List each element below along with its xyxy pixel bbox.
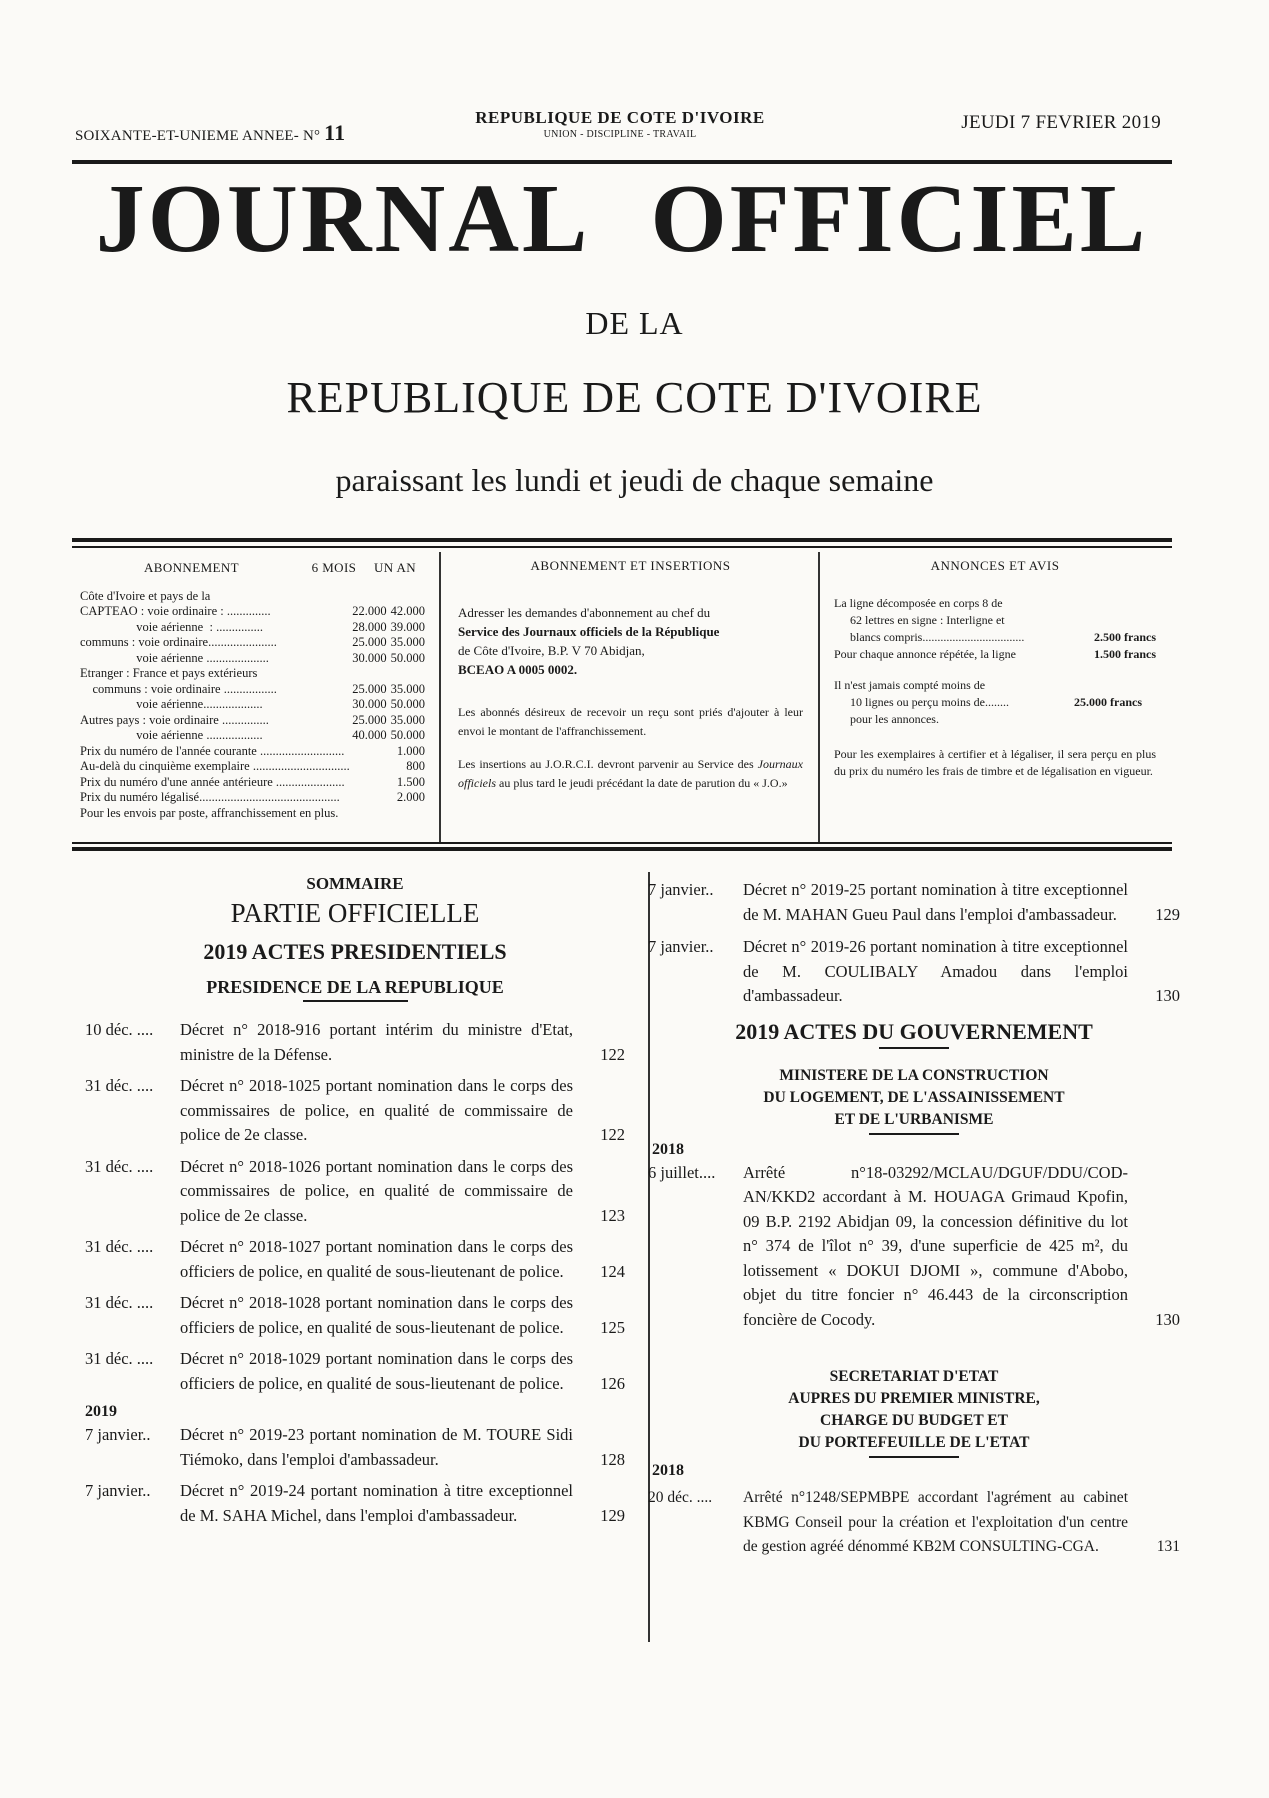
actes-gouvernement-label: 2019 ACTES DU GOUVERNEMENT (735, 1018, 1093, 1044)
annonces-legalisation: Pour les exemplaires à certifier et à légaliser, il sera perçu en plus du prix du numéro les frais de timbre et de légalisation en vigueur. (834, 746, 1156, 778)
tarif-row (80, 666, 425, 682)
entry-text: Décret n° 2019-24 portant nomination à titre exceptionnel de M. SAHA Michel, dans l'emploi d'ambassadeur. (180, 1481, 573, 1525)
tarif-label: Prix du numéro de l'année courante ........................... (80, 743, 345, 758)
tarif-row (80, 775, 425, 791)
entry-text: Décret n° 2019-26 portant nomination à titre exceptionnel de M. COULIBALY Amadou dans l'emploi d'ambassadeur. (743, 937, 1128, 1005)
tarif-6mois: 25.000 (352, 712, 387, 727)
entry-page: 130 (1155, 986, 1180, 1005)
entry-budget (648, 1486, 1180, 1560)
deadline-italic: Journaux officiels (458, 756, 803, 790)
ministere-line: MINISTERE DE LA CONSTRUCTION (779, 1066, 1049, 1084)
issue-date: JEUDI 7 FEVRIER 2019 (961, 112, 1161, 133)
masthead-country: REPUBLIQUE DE COTE D'IVOIRE (286, 373, 983, 422)
entry-page: 130 (1155, 1309, 1180, 1329)
tarif-row (80, 728, 425, 744)
insertions-column (458, 552, 803, 840)
secretariat-rule (869, 1456, 959, 1458)
insertions-deadline (458, 755, 803, 793)
tarif-label: Etranger : France et pays extérieurs (80, 666, 258, 681)
year-2018-b: 2018 (652, 1462, 684, 1479)
edition-prefix: SOIXANTE-ET-UNIEME ANNEE- N° (75, 128, 321, 144)
tarif-row (80, 682, 425, 698)
annonces-price: 2.500 francs (1094, 629, 1156, 644)
sommaire-entry (85, 1155, 625, 1229)
tarif-6mois (350, 744, 387, 760)
tarif-label: communs : voie ordinaire ................. (80, 681, 277, 696)
entry-text: Arrêté n°18-03292/MCLAU/DGUF/DDU/COD-AN/KKD2 accordant à M. HOUAGA Grimaud Kpofin, 09 B.P. 2192 Abidjan 09, la concession définitive du lot n° 374 de l'îlot n° 39, d'une superficie de 425 m², du lotissement « DOKUI DJOMI », commune d'Abobo, objet du titre foncier n° 46.443 de la circonscription foncière de Cocody. (743, 1162, 1128, 1329)
entry-page: 122 (600, 1044, 625, 1064)
tarif-un-an: 1.000 (396, 743, 425, 758)
actes-gouvernement (648, 1019, 1180, 1045)
sommaire-entry (85, 1423, 625, 1472)
tarif-6mois: 40.000 (352, 728, 387, 743)
insertions-receipt: Les abonnés désireux de recevoir un reçu sont priés d'ajouter à leur envoi le montant de l'affranchissement. (458, 704, 803, 738)
tarif-6mois (350, 775, 387, 791)
edition-line (75, 120, 345, 146)
annonces-line: La ligne décomposée en corps 8 de (834, 595, 1003, 610)
masthead-title: JOURNAL OFFICIEL (95, 165, 1149, 273)
box-divider-1 (439, 552, 441, 842)
annonces-minimum (834, 677, 1156, 728)
sommaire-entry (85, 1018, 625, 1067)
tarif-label: Côte d'Ivoire et pays de la (80, 588, 211, 603)
col-un-an: UN AN (373, 560, 417, 575)
entry-date: 31 déc. .... (85, 1076, 154, 1095)
sommaire-entry (85, 1074, 625, 1148)
annonces-line: 10 lignes ou perçu moins de........ (850, 694, 1009, 709)
entry-page: 122 (600, 1125, 625, 1144)
box-divider-2 (818, 552, 820, 842)
tarif-un-an: 2.000 (396, 790, 425, 805)
tarif-label: Prix du numéro d'une année antérieure ...................... (80, 774, 345, 789)
entry-text: Décret n° 2019-25 portant nomination à titre exceptionnel de M. MAHAN Gueu Paul dans l'emploi d'ambassadeur. (743, 880, 1128, 924)
secretariat-line: SECRETARIAT D'ETAT (829, 1368, 999, 1385)
sommaire-head: SOMMAIRE (306, 874, 404, 893)
annonces-column (834, 552, 1156, 840)
presidence-rule (303, 1000, 408, 1002)
entry-text: Décret n° 2018-916 portant intérim du ministre d'Etat, ministre de la Défense. (180, 1020, 573, 1064)
box-top-rule-thin (72, 546, 1172, 548)
entry-date: 31 déc. .... (85, 1237, 154, 1256)
box-top-rule (72, 538, 1172, 542)
annonces-price: 25.000 francs (1074, 694, 1142, 709)
motto: UNION - DISCIPLINE - TRAVAIL (543, 129, 697, 140)
tarif-table (80, 589, 425, 822)
left-entries (85, 1018, 625, 1396)
entry-date: 7 janvier.. (85, 1481, 151, 1500)
secretariat-head (648, 1366, 1180, 1454)
tarif-un-an: 42.000 (390, 604, 425, 619)
annonces-line: blancs compris.................................. (850, 629, 1025, 644)
sommaire-left-column (85, 874, 625, 1535)
tarif-6mois: 30.000 (352, 697, 387, 712)
entry-page: 124 (600, 1261, 625, 1281)
tarif-label: Au-delà du cinquième exemplaire ............................... (80, 759, 350, 774)
tarif-6mois: 25.000 (352, 635, 387, 650)
tarif-row (80, 651, 425, 667)
sommaire-entry (85, 1347, 625, 1396)
masthead-de-la: DE LA (585, 305, 684, 341)
abonnement-head: ABONNEMENT (144, 560, 239, 575)
insertions-address (458, 603, 803, 679)
tarif-row (80, 806, 425, 822)
entry-page: 128 (600, 1449, 625, 1469)
header-rule (72, 160, 1172, 164)
tarif-6mois: 28.000 (352, 619, 387, 634)
actes-presidentiels: 2019 ACTES PRESIDENTIELS (203, 939, 507, 964)
secretariat-line: CHARGE DU BUDGET ET (820, 1412, 1008, 1429)
tarif-un-an: 35.000 (390, 712, 425, 727)
ministere-line: ET DE L'URBANISME (834, 1110, 994, 1128)
annonces-line: pour les annonces. (850, 711, 939, 726)
tarif-6mois: 25.000 (352, 681, 387, 696)
tarif-un-an: 35.000 (390, 681, 425, 696)
edition-number: 11 (324, 120, 346, 145)
tarif-label: Prix du numéro légalisé............................................. (80, 790, 340, 805)
year-2018-a: 2018 (652, 1140, 684, 1158)
secretariat-line: DU PORTEFEUILLE DE L'ETAT (798, 1434, 1030, 1451)
entry-construction (648, 1161, 1180, 1333)
tarif-row (80, 759, 425, 775)
tarif-label: voie aérienne .................... (80, 650, 269, 665)
entry-date: 7 janvier.. (648, 880, 714, 899)
tarif-un-an: 50.000 (390, 728, 425, 743)
tarif-label: voie aérienne .................. (80, 728, 263, 743)
tarif-label: communs : voie ordinaire...................... (80, 635, 277, 650)
annonces-line: Il n'est jamais compté moins de (834, 677, 986, 692)
entry-page: 129 (600, 1505, 625, 1525)
tarif-un-an: 800 (406, 759, 425, 774)
tarif-label: CAPTEAO : voie ordinaire : .............. (80, 604, 271, 619)
entry-page: 126 (600, 1373, 625, 1393)
tarif-row (80, 635, 425, 651)
entry-text: Décret n° 2018-1025 portant nomination dans le corps des commissaires de police, en qualité de commissaire de police de 2e classe. (180, 1076, 573, 1144)
left-entries-2019 (85, 1423, 625, 1528)
sommaire-entry (85, 1479, 625, 1528)
tarif-row (80, 744, 425, 760)
abonnement-column (80, 552, 425, 840)
col-6mois: 6 MOIS (311, 560, 357, 575)
partie-officielle: PARTIE OFFICIELLE (230, 898, 480, 928)
entry-date: 31 déc. .... (85, 1156, 154, 1176)
tarif-un-an: 39.000 (390, 619, 425, 634)
annonces-line: 62 lettres en signe : Interligne et (850, 612, 1005, 627)
entry-text: Décret n° 2018-1027 portant nomination dans le corps des officiers de police, en qualité de sous-lieutenant de police. (180, 1237, 573, 1281)
entry-text: Décret n° 2018-1029 portant nomination dans le corps des officiers de police, en qualité de sous-lieutenant de police. (180, 1349, 573, 1393)
tarif-label: voie aérienne : ............... (80, 619, 263, 634)
tarif-row (80, 589, 425, 605)
tarif-un-an: 1.500 (396, 774, 425, 789)
sommaire-right-column (648, 878, 1180, 1560)
deadline-part: Les insertions au J.O.R.C.I. devront parvenir au Service des (458, 756, 754, 771)
entry-text: Arrêté n°1248/SEPMBPE accordant l'agrément au cabinet KBMG Conseil pour la création et l'exploitation d'un centre de gestion agréé dénommé KB2M CONSULTING-CGA. (743, 1489, 1128, 1555)
ministere-rule (869, 1133, 959, 1135)
tarif-un-an: 50.000 (390, 697, 425, 712)
right-entries (648, 878, 1180, 1009)
tarif-label: Autres pays : voie ordinaire ............... (80, 712, 269, 727)
annonces-rates (834, 595, 1156, 663)
box-bottom-rule (72, 847, 1172, 851)
entry-page: 123 (600, 1205, 625, 1225)
tarif-row (80, 790, 425, 806)
entry-page: 125 (600, 1317, 625, 1337)
republic-name: REPUBLIQUE DE COTE D'IVOIRE (475, 108, 765, 127)
insertions-line: BCEAO A 0005 0002. (458, 661, 578, 677)
entry-date: 6 juillet.... (648, 1162, 716, 1182)
ministere-construction (648, 1065, 1180, 1131)
tarif-label: voie aérienne................... (80, 697, 263, 712)
annonces-price: 1.500 francs (1094, 646, 1156, 661)
tarif-label: Pour les envois par poste, affranchissement en plus. (80, 805, 339, 820)
tarif-row (80, 697, 425, 713)
entry-page: 131 (1156, 1538, 1180, 1555)
sommaire-entry (85, 1235, 625, 1284)
year-2019: 2019 (85, 1403, 117, 1420)
tarif-un-an: 35.000 (390, 635, 425, 650)
masthead-frequency: paraissant les lundi et jeudi de chaque semaine (335, 462, 934, 498)
insertions-head: ABONNEMENT ET INSERTIONS (530, 558, 731, 573)
entry-text: Décret n° 2018-1026 portant nomination dans le corps des commissaires de police, en qualité de commissaire de police de 2e classe. (180, 1156, 573, 1225)
entry-date: 31 déc. .... (85, 1293, 154, 1312)
tarif-6mois: 30.000 (352, 650, 387, 665)
republic-header (440, 108, 800, 140)
tarif-6mois (350, 759, 387, 775)
entry-text: Décret n° 2019-23 portant nomination de M. TOURE Sidi Tiémoko, dans l'emploi d'ambassadeur. (180, 1425, 573, 1469)
box-bottom-rule-thin (72, 842, 1172, 844)
annonces-line: Pour chaque annonce répétée, la ligne (834, 646, 1016, 661)
tarif-un-an: 50.000 (390, 650, 425, 665)
entry-date: 7 janvier.. (648, 937, 714, 956)
tarif-6mois (350, 790, 387, 806)
entry-date: 7 janvier.. (85, 1425, 151, 1444)
entry-date: 10 déc. .... (85, 1020, 154, 1039)
entry-date: 31 déc. .... (85, 1349, 154, 1368)
deadline-part: au plus tard le jeudi précédant la date de parution du « J.O.» (499, 775, 788, 790)
gouv-rule (879, 1047, 949, 1049)
insertions-line: Service des Journaux officiels de la République (458, 623, 720, 639)
sommaire-entry (648, 878, 1180, 927)
tarif-row (80, 713, 425, 729)
entry-text: Décret n° 2018-1028 portant nomination dans le corps des officiers de police, en qualité de sous-lieutenant de police. (180, 1293, 573, 1337)
presidence-head: PRESIDENCE DE LA REPUBLIQUE (206, 977, 504, 997)
annonces-head: ANNONCES ET AVIS (930, 558, 1060, 573)
insertions-line: Adresser les demandes d'abonnement au chef du (458, 604, 711, 620)
tarif-row (80, 604, 425, 620)
tarif-6mois: 22.000 (352, 604, 387, 619)
entry-page: 129 (1155, 904, 1180, 924)
insertions-line: de Côte d'Ivoire, B.P. V 70 Abidjan, (458, 642, 645, 658)
entry-date: 20 déc. .... (648, 1489, 713, 1506)
secretariat-line: AUPRES DU PREMIER MINISTRE, (788, 1390, 1040, 1407)
ministere-line: DU LOGEMENT, DE L'ASSAINISSEMENT (763, 1088, 1065, 1106)
sommaire-entry (85, 1291, 625, 1340)
tarif-row (80, 620, 425, 636)
sommaire-entry (648, 935, 1180, 1009)
